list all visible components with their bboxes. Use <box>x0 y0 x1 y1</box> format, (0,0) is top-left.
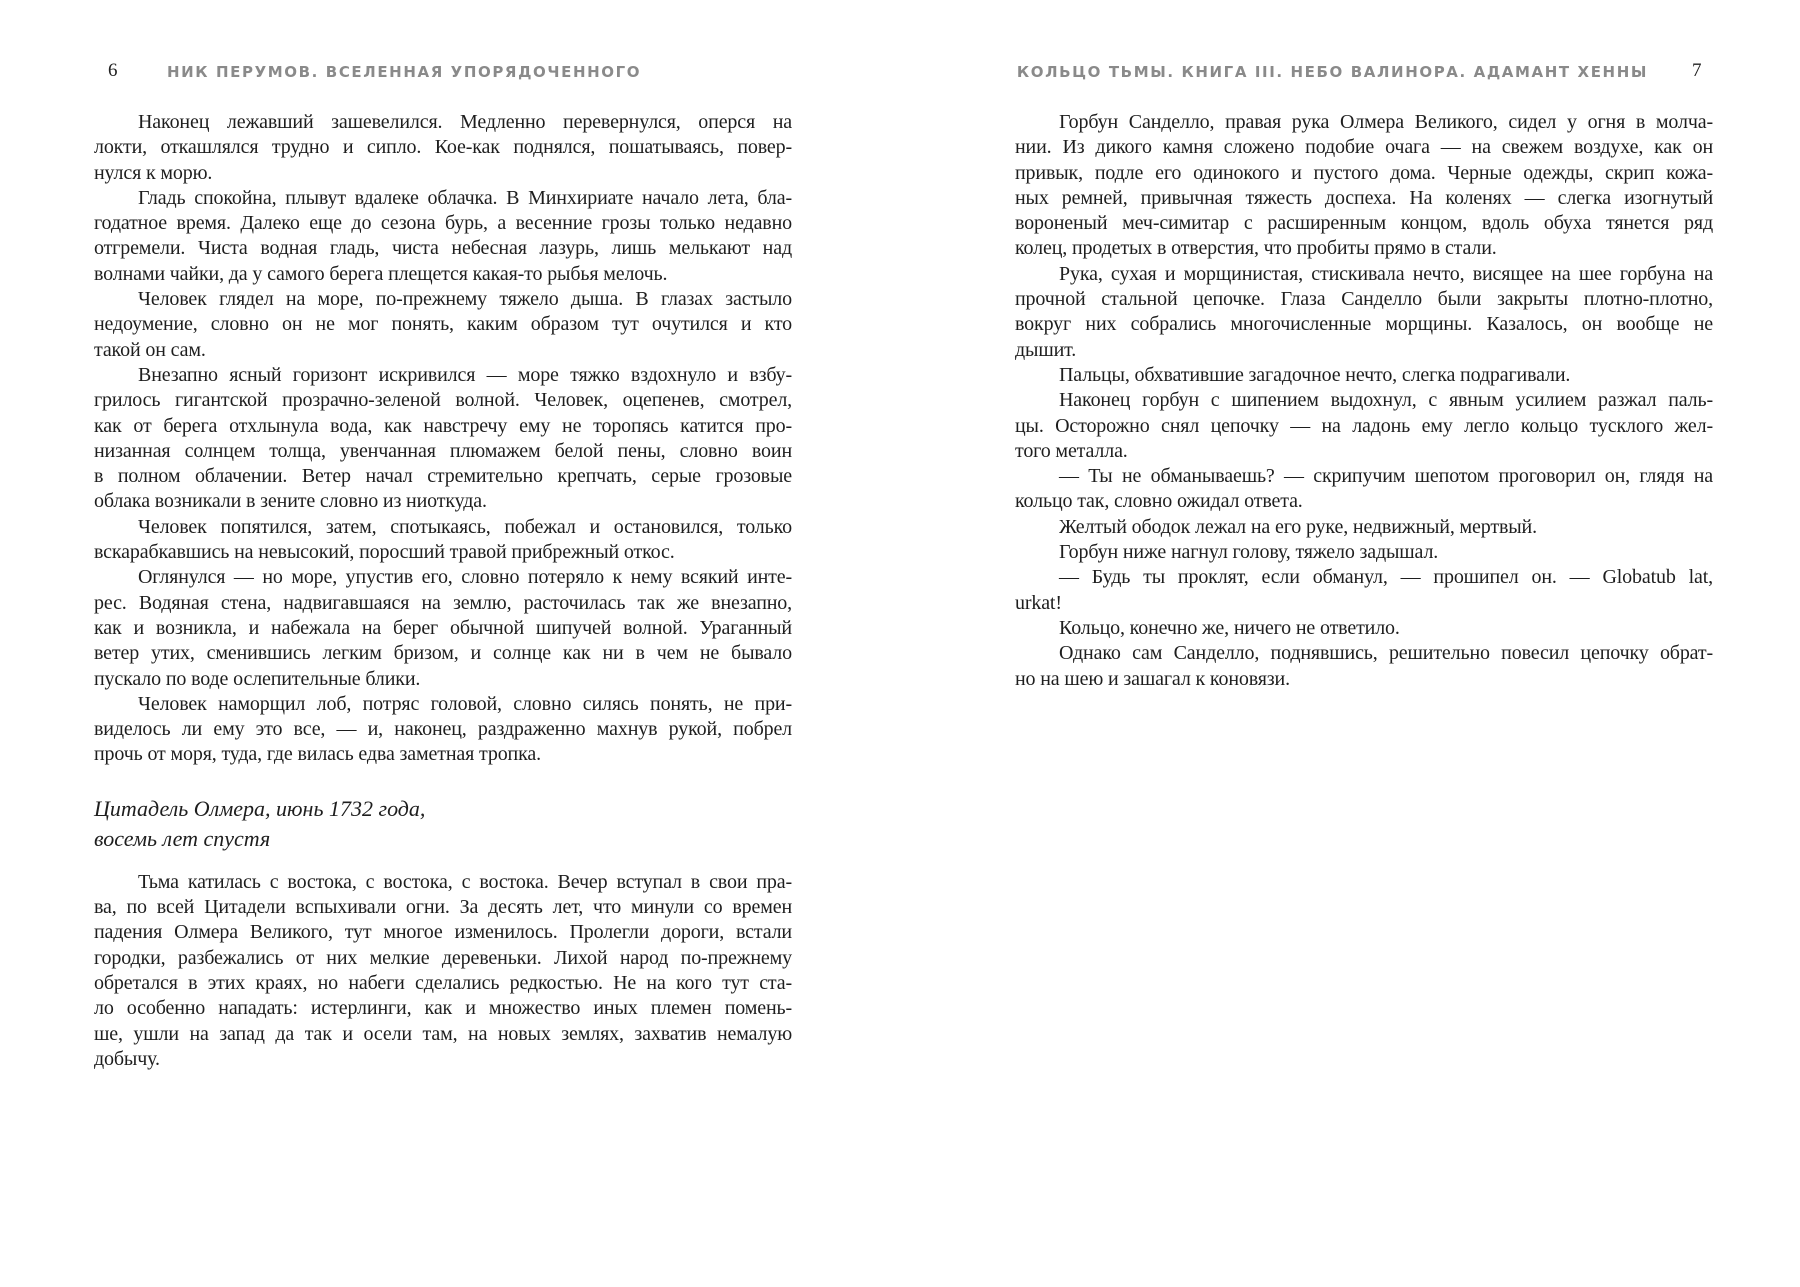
paragraph <box>1015 641 1713 692</box>
text-line: колец, продетых в отверстия, что пробиты прямо в стали. <box>1015 237 1497 260</box>
text-line: Наконец лежавший зашевелился. Медленно перевернулся, оперся на <box>138 111 792 133</box>
text-line: Рука, сухая и морщинистая, стискивала нечто, висящее на шее горбуна на <box>1059 262 1713 285</box>
text-line: нулся к морю. <box>94 161 213 184</box>
text-line: прочь от моря, туда, где вилась едва заметная тропка. <box>94 743 541 766</box>
text-line: вскарабкавшись на невысокий, поросший травой прибрежный откос. <box>94 541 675 564</box>
body-text <box>1015 110 1713 692</box>
text-line: волнами чайки, да у самого берега плещется какая-то рыбья мелочь. <box>94 262 668 285</box>
text-line: ных ремней, привычная тяжесть доспеха. На коленях — слегка изогнутый <box>1015 186 1713 209</box>
text-line: Человек попятился, затем, спотыкаясь, побежал и остановился, только <box>138 515 792 538</box>
text-line: ветер утих, сменившись легким бризом, и солнце как ни в чем не бывало <box>94 642 792 665</box>
text-line: Кольцо, конечно же, ничего не ответило. <box>1059 616 1400 639</box>
text-line: привык, подле его одинокого и пустого дома. Черные одежды, скрип кожа- <box>1015 161 1713 184</box>
paragraph <box>94 870 792 1072</box>
paragraph <box>94 363 792 515</box>
paragraph <box>94 515 792 566</box>
paragraph <box>1015 515 1713 540</box>
paragraph <box>94 565 792 691</box>
right-page <box>900 0 1800 1287</box>
text-line: падения Олмера Великого, тут многое изменилось. Пролегли дороги, встали <box>94 921 792 944</box>
text-line: дышит. <box>1015 338 1077 361</box>
text-line: цы. Осторожно снял цепочку — на ладонь ему легло кольцо тусклого жел- <box>1015 414 1713 437</box>
text-line: пускало по воде ослепительные блики. <box>94 667 421 690</box>
paragraph <box>1015 616 1713 641</box>
text-line: Горбун Санделло, правая рука Олмера Великого, сидел у огня в молча- <box>1059 111 1713 133</box>
text-line: такой он сам. <box>94 338 206 361</box>
text-line: нии. Из дикого камня сложено подобие очага — на свежем воздухе, как он <box>1015 136 1713 159</box>
text-line: прочной стальной цепочке. Глаза Санделло были закрыты плотно-плотно, <box>1015 288 1713 311</box>
text-line: но на шею и зашагал к коновязи. <box>1015 667 1290 690</box>
paragraph <box>1015 540 1713 565</box>
text-line: Горбун ниже нагнул голову, тяжело задышал. <box>1059 541 1439 564</box>
text-line: Гладь спокойна, плывут вдалеке облачка. В Минхириате начало лета, бла- <box>138 186 792 209</box>
text-block <box>94 110 792 1072</box>
text-line: Однако сам Санделло, поднявшись, решительно повесил цепочку обрат- <box>1059 642 1713 665</box>
text-line: локти, откашлялся трудно и сипло. Кое-как поднялся, пошатываясь, повер- <box>94 136 792 159</box>
text-line: — Будь ты проклят, если обманул, — прошипел он. — Globatub lat, <box>1059 566 1713 589</box>
paragraph <box>94 287 792 363</box>
paragraph <box>1015 464 1713 515</box>
text-line: Человек наморщил лоб, потряс головой, словно силясь понять, не при- <box>138 692 792 715</box>
text-line: недоумение, словно он не мог понять, каким образом тут очутился и кто <box>94 313 792 336</box>
text-line: городки, разбежались от них мелкие деревеньки. Лихой народ по-прежнему <box>94 946 792 969</box>
text-line: добычу. <box>94 1047 160 1070</box>
text-line: Человек глядел на море, по-прежнему тяжело дыша. В глазах застыло <box>138 288 792 311</box>
page-number: 7 <box>1692 60 1702 81</box>
text-line: ло особенно нападать: истерлинги, как и множество иных племен помень- <box>94 997 792 1020</box>
paragraph <box>1015 363 1713 388</box>
text-line: отгремели. Чиста водная гладь, чиста небесная лазурь, лишь мелькают над <box>94 237 792 260</box>
text-line: Пальцы, обхватившие загадочное нечто, слегка подрагивали. <box>1059 363 1571 386</box>
section-heading-line: восемь лет спустя <box>94 825 271 851</box>
text-line: как и возникла, и набежала на берег обычной шипучей волной. Ураганный <box>94 616 792 639</box>
text-line: кольцо так, словно ожидал ответа. <box>1015 490 1303 513</box>
text-line: Тьма катилась с востока, с востока, с востока. Вечер вступал в свои пра- <box>138 870 792 893</box>
running-head: КОЛЬЦО ТЬМЫ. КНИГА III. НЕБО ВАЛИНОРА. АДАМАНТ ХЕННЫ <box>1016 63 1648 81</box>
text-line: рес. Водяная стена, надвигавшаяся на землю, расточилась так же внезапно, <box>94 591 792 614</box>
paragraph <box>94 110 792 186</box>
paragraph <box>94 186 792 287</box>
paragraph <box>1015 388 1713 464</box>
text-line: вороненый меч-симитар с расширенным концом, вдоль обуха тянется ряд <box>1015 212 1713 235</box>
paragraph <box>1015 262 1713 363</box>
page-number: 6 <box>108 60 118 81</box>
text-line: Желтый ободок лежал на его руке, недвижный, мертвый. <box>1059 515 1537 538</box>
text-line: Оглянулся — но море, упустив его, словно потеряло к нему всякий инте- <box>138 566 792 589</box>
text-line: облака возникали в зените словно из ниоткуда. <box>94 490 487 513</box>
text-line: — Ты не обманываешь? — скрипучим шепотом проговорил он, глядя на <box>1059 465 1713 488</box>
body-after-heading <box>94 870 792 1072</box>
text-line: urkat! <box>1015 591 1062 614</box>
text-line: того металла. <box>1015 439 1128 462</box>
text-line: годатное время. Далеко еще до сезона бурь, а весенние грозы только недавно <box>94 212 792 235</box>
paragraph <box>1015 110 1713 262</box>
text-line: вокруг них собрались многочисленные морщины. Казалось, он вообще не <box>1015 313 1713 336</box>
paragraph <box>94 692 792 768</box>
text-line: в полном облачении. Ветер начал стремительно крепчать, серые грозовые <box>94 465 792 488</box>
text-line: Внезапно ясный горизонт искривился — море тяжко вздохнуло и взбу- <box>138 363 792 386</box>
body-before-heading <box>94 110 792 768</box>
text-line: грилось гигантской прозрачно-зеленой волной. Человек, оцепенев, смотрел, <box>94 389 792 412</box>
text-line: низанная солнцем толща, увенчанная плюмажем белой пены, словно воин <box>94 439 792 462</box>
text-line: ше, ушли на запад да так и осели там, на новых землях, захватив немалую <box>94 1022 792 1045</box>
running-head: НИК ПЕРУМОВ. ВСЕЛЕННАЯ УПОРЯДОЧЕННОГО <box>167 63 642 81</box>
paragraph <box>1015 565 1713 616</box>
text-line: ва, по всей Цитадели вспыхивали огни. За десять лет, что минули со времен <box>94 896 792 919</box>
section-heading <box>94 794 792 854</box>
text-line: обретался в этих краях, но набеги сделались редкостью. Не на кого тут ста- <box>94 971 792 994</box>
text-line: как от берега отхлынула вода, как навстречу ему не торопясь катится про- <box>94 414 792 437</box>
text-line: виделось ли ему это все, — и, наконец, раздраженно махнув рукой, побрел <box>94 718 792 741</box>
section-heading-line: Цитадель Олмера, июнь 1732 года, <box>94 795 426 821</box>
text-block <box>1015 110 1713 692</box>
text-line: Наконец горбун с шипением выдохнул, с явным усилием разжал паль- <box>1059 389 1713 412</box>
